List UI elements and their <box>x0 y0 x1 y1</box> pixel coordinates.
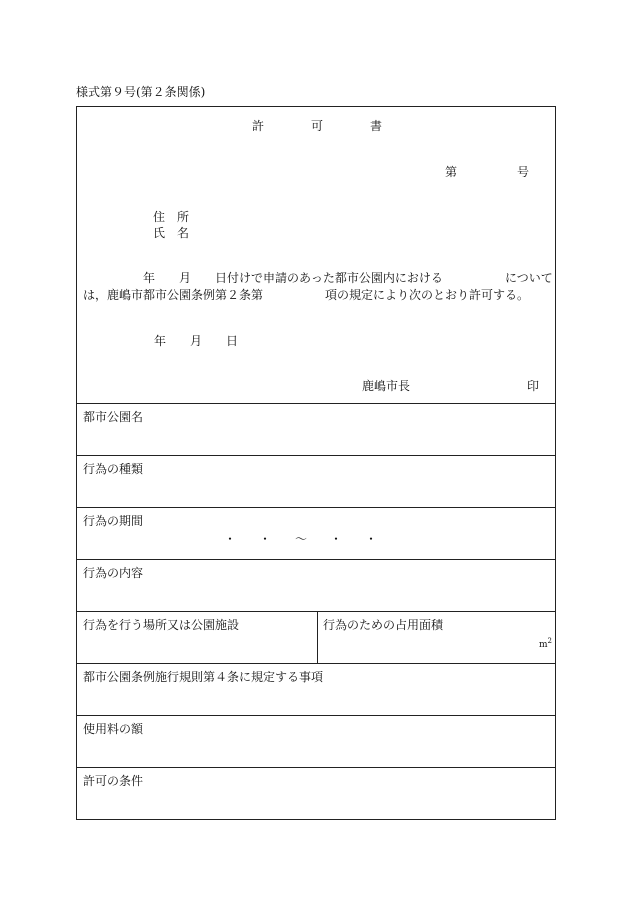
period-dot-4: ・ <box>365 532 378 546</box>
row-divider <box>77 403 555 404</box>
body-year: 年 <box>143 271 156 285</box>
act-content-label: 行為の内容 <box>83 566 144 580</box>
date-year: 年 <box>154 334 167 348</box>
title-char-2: 可 <box>311 119 324 133</box>
permit-form <box>76 106 556 820</box>
title-char-3: 書 <box>370 119 383 133</box>
body-line2-start: は，鹿嶋市都市公園条例第２条第 <box>83 288 264 302</box>
fee-label: 使用料の額 <box>83 722 144 736</box>
period-dot-2: ・ <box>259 532 272 546</box>
permit-number-prefix: 第 <box>445 165 458 179</box>
body-line1-main: 日付けで申請のあった都市公園内における <box>215 271 443 285</box>
date-day: 日 <box>226 334 239 348</box>
occupied-area-label: 行為のための占用面積 <box>323 618 444 632</box>
period-dot-1: ・ <box>224 532 237 546</box>
row-divider <box>77 455 555 456</box>
address-label: 住 所 <box>153 210 190 224</box>
row-divider <box>77 507 555 508</box>
act-place-label: 行為を行う場所又は公園施設 <box>83 618 240 632</box>
area-unit <box>539 634 552 652</box>
title-char-1: 許 <box>252 119 265 133</box>
period-dot-3: ・ <box>330 532 343 546</box>
date-month: 月 <box>190 334 203 348</box>
body-line2-end: 項の規定により次のとおり許可する。 <box>325 288 530 302</box>
row-divider <box>77 559 555 560</box>
conditions-label: 許可の条件 <box>83 774 144 788</box>
act-period-label: 行為の期間 <box>83 514 144 528</box>
row-divider <box>77 611 555 612</box>
name-label: 氏 名 <box>153 226 190 240</box>
body-line1-end: について <box>505 271 553 285</box>
mayor-signature: 鹿嶋市長 <box>362 379 411 393</box>
permit-number-suffix: 号 <box>517 165 530 179</box>
seal-mark: 印 <box>527 379 540 393</box>
area-unit-sup: 2 <box>547 637 553 645</box>
rule-items-label: 都市公園条例施行規則第４条に規定する事項 <box>83 670 324 684</box>
park-name-label: 都市公園名 <box>83 410 144 424</box>
period-tilde: 〜 <box>295 532 308 546</box>
form-number: 様式第９号(第２条関係) <box>76 85 206 99</box>
row-divider <box>77 663 555 664</box>
row-divider <box>77 715 555 716</box>
area-unit-base: m <box>539 640 548 650</box>
body-month: 月 <box>179 271 192 285</box>
act-type-label: 行為の種類 <box>83 462 144 476</box>
row-divider <box>77 767 555 768</box>
column-divider <box>317 611 318 663</box>
